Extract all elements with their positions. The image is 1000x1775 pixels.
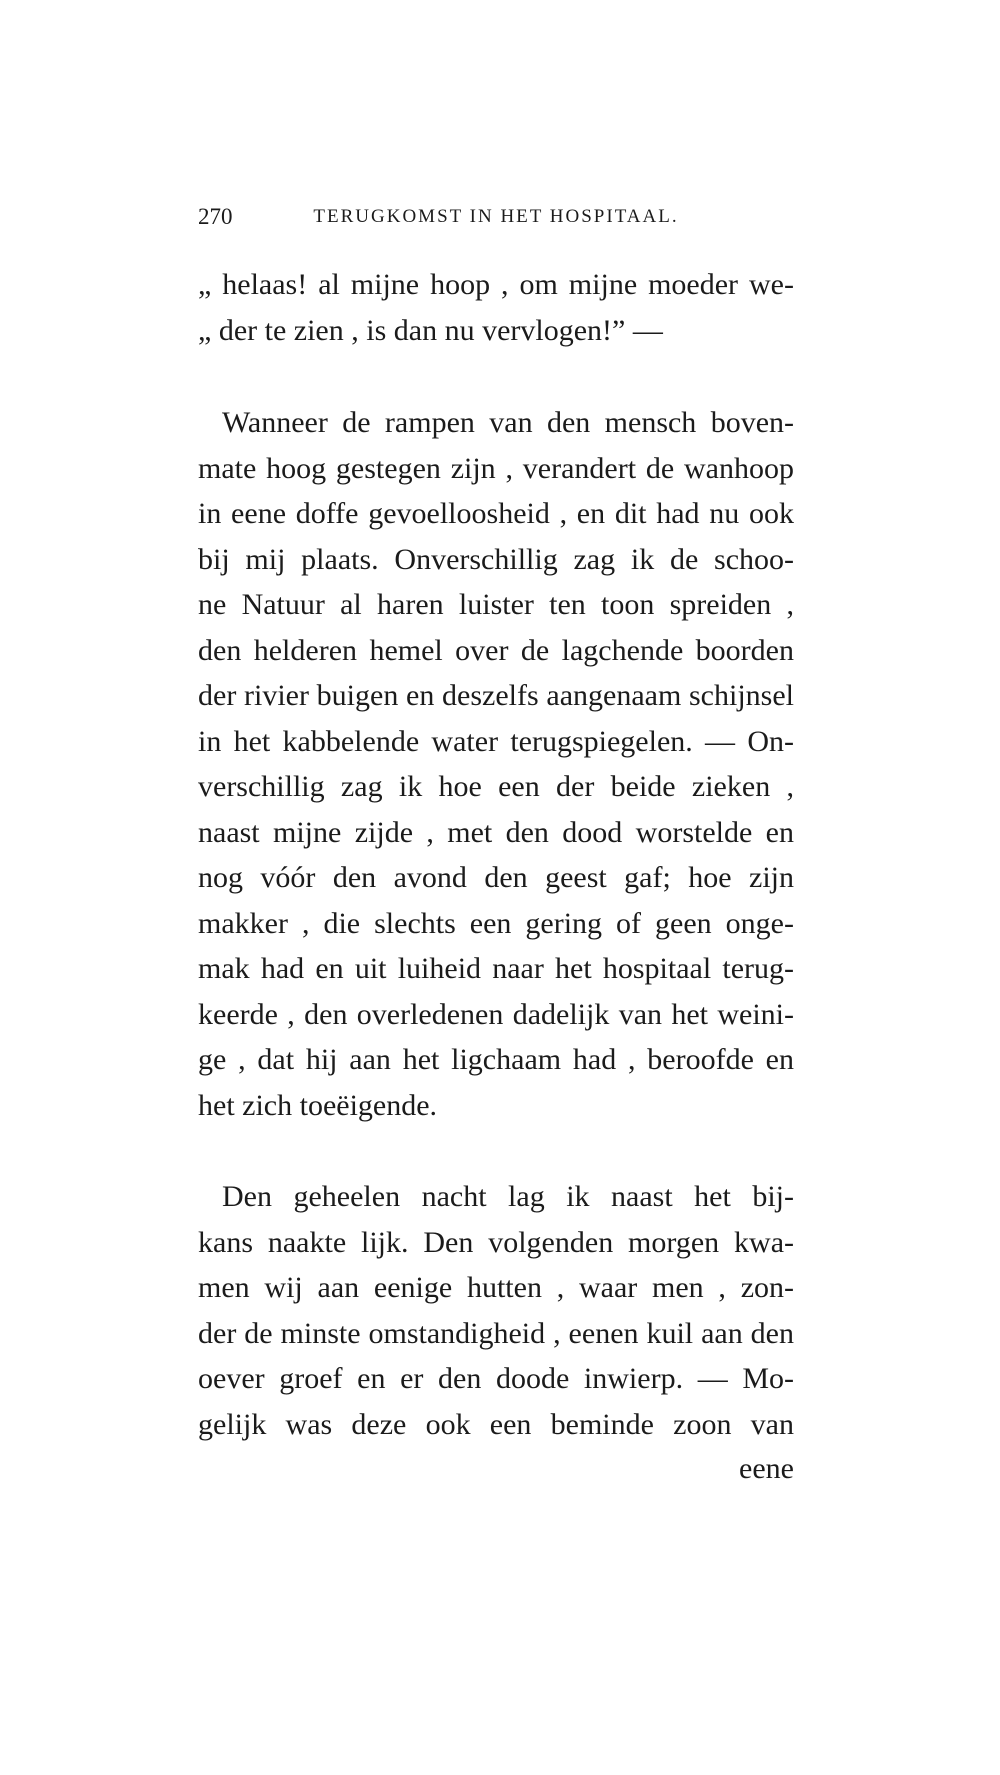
running-title: TERUGKOMST IN HET HOSPITAAL. — [313, 206, 679, 227]
text-line: ne Natuur al haren luister ten toon spreiden , — [198, 588, 794, 621]
text-line: bij mij plaats. Onverschillig zag ik de schoo- — [198, 542, 794, 576]
text-line: mak had en uit luiheid naar het hospitaal terug- — [198, 952, 794, 985]
catchword-text: eene — [739, 1452, 794, 1485]
text-line: „ helaas! al mijne hoop , om mijne moeder we- — [198, 268, 794, 301]
text-line: Den geheelen nacht lag ik naast het bij- — [222, 1180, 794, 1213]
text-line: den helderen hemel over de lagchende boorden — [198, 633, 794, 667]
text-line: oever groef en er den doode inwierp. — Mo- — [198, 1362, 794, 1395]
text-line: in het kabbelende water terugspiegelen. — On- — [198, 724, 794, 758]
text-line: „ der te zien , is dan nu vervlogen!” — — [198, 313, 663, 347]
paragraph — [198, 400, 794, 1128]
text-line: der de minste omstandigheid , eenen kuil aan den — [198, 1316, 794, 1350]
text-line: mate hoog gestegen zijn , verandert de wanhoop — [198, 451, 794, 485]
catchword — [198, 1446, 794, 1492]
paragraph — [198, 1174, 794, 1447]
page-number: 270 — [198, 204, 233, 229]
text-line: keerde , den overledenen dadelijk van het weini- — [198, 997, 794, 1031]
quote-continuation — [198, 262, 794, 353]
text-line: men wij aan eenige hutten , waar men , zon- — [198, 1271, 794, 1304]
text-line: der rivier buigen en deszelfs aangenaam schijnsel — [198, 679, 794, 712]
running-head — [198, 204, 794, 238]
text-line: het zich toeëigende. — [198, 1088, 438, 1122]
text-line: naast mijne zijde , met den dood worstelde en — [198, 815, 794, 849]
text-line: verschillig zag ik hoe een der beide zieken , — [198, 770, 794, 803]
text-line: gelijk was deze ook een beminde zoon van — [198, 1407, 794, 1441]
text-line: Wanneer de rampen van den mensch boven- — [222, 406, 794, 439]
text-line: nog vóór den avond den geest gaf; hoe zijn — [198, 861, 794, 894]
text-line: makker , die slechts een gering of geen onge- — [198, 906, 794, 940]
text-line: ge , dat hij aan het ligchaam had , beroofde en — [198, 1043, 794, 1076]
text-line: kans naakte lijk. Den volgenden morgen kwa- — [198, 1225, 794, 1259]
text-line: in eene doffe gevoelloosheid , en dit had nu ook — [198, 497, 794, 530]
